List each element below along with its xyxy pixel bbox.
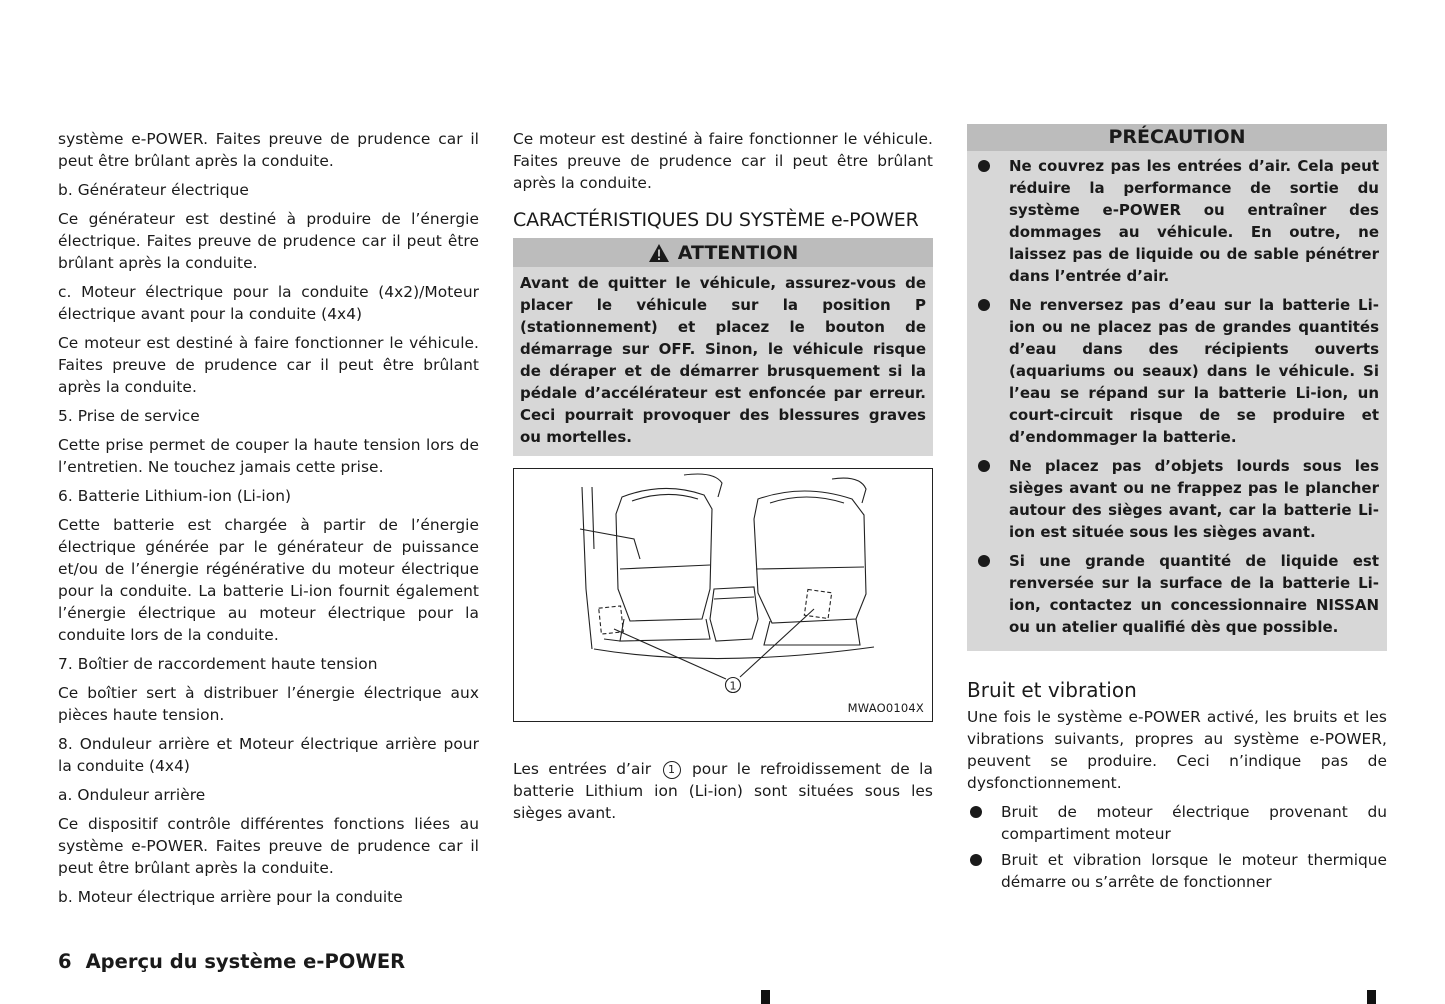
crop-mark <box>761 990 770 1004</box>
seat-illustration <box>514 469 931 718</box>
paragraph: Ce dispositif contrôle différentes fonctions liées au système e-POWER. Faites preuve de prudence car il peut être brûlant après la conduite. <box>58 815 479 877</box>
attention-header <box>513 238 933 267</box>
attention-box <box>513 238 933 456</box>
paragraph: système e-POWER. Faites preuve de prudence car il peut être brûlant après la conduite. <box>58 130 479 170</box>
attention-text: Avant de quitter le véhicule, assurez-vous de placer le véhicule sur la position P (stationnement) et placez le bouton de démarrage sur OFF. Sinon, le véhicule risque de déraper et de démarrer brusquement si la pédale d’accélérateur est enfoncée par erreur. Ceci pourrait provoquer des blessures graves ou mortelles. <box>520 274 926 446</box>
precaution-item: Ne renversez pas d’eau sur la batterie Li-ion ou ne placez pas de grandes quantités d’eau dans des récipients ouverts (aquariums ou seaux) dans le véhicule. Si l’eau se répand sur la batterie Li-ion, un court-circuit risque de se produire et d’endommager la batterie. <box>975 294 1379 448</box>
subheading-service-plug: 5. Prise de service <box>58 407 200 425</box>
section-heading: Bruit et vibration <box>967 678 1137 702</box>
precaution-box <box>967 124 1387 651</box>
paragraph: Cette batterie est chargée à partir de l’énergie électrique générée par le générateur de puissance et/ou de l’énergie régénérative du moteur électrique pour la conduite. La batterie Li-ion fournit également l’énergie électrique au moteur électrique pour la conduite lors de la conduite. <box>58 516 479 644</box>
left-column <box>58 128 479 915</box>
page-footer <box>58 950 405 973</box>
crop-mark <box>1367 990 1376 1004</box>
figure-callout-number: 1 <box>729 679 737 693</box>
caption-text: pour le refroidissement de la batterie Lithium ion (Li-ion) sont situées sous les sièges avant. <box>513 760 933 822</box>
section-heading: CARACTÉRISTIQUES DU SYSTÈME e-POWER <box>513 209 919 231</box>
right-column <box>967 124 1387 897</box>
warning-triangle-icon <box>648 243 670 263</box>
paragraph: Une fois le système e-POWER activé, les bruits et les vibrations suivants, propres au système e-POWER, peuvent se produire. Ceci n’indique pas de dysfonctionnement. <box>967 708 1387 792</box>
paragraph: Cette prise permet de couper la haute tension lors de l’entretien. Ne touchez jamais cette prise. <box>58 436 479 476</box>
subheading-junction-box: 7. Boîtier de raccordement haute tension <box>58 655 378 673</box>
precaution-item: Ne couvrez pas les entrées d’air. Cela peut réduire la performance de sortie du système e-POWER ou entraîner des dommages au véhicule. En outre, ne laissez pas de liquide ou de sable pénétrer dans l’entrée d’air. <box>975 155 1379 287</box>
noise-list <box>967 801 1387 893</box>
figure-caption <box>513 758 933 824</box>
precaution-item: Si une grande quantité de liquide est renversée sur la surface de la batterie Li-ion, contactez un concessionnaire NISSAN ou un atelier qualifié dès que possible. <box>975 550 1379 638</box>
noise-item: Bruit de moteur électrique provenant du compartiment moteur <box>967 801 1387 845</box>
page-number: 6 <box>58 950 72 973</box>
subheading-rear-inverter: 8. Onduleur arrière et Moteur électrique arrière pour la conduite (4x4) <box>58 735 479 775</box>
section-title: Aperçu du système e-POWER <box>85 950 406 973</box>
subheading-inverter: a. Onduleur arrière <box>58 786 206 804</box>
paragraph: Ce moteur est destiné à faire fonctionner le véhicule. Faites preuve de prudence car il peut être brûlant après la conduite. <box>58 334 479 396</box>
subheading-rear-motor: b. Moteur électrique arrière pour la conduite <box>58 888 403 906</box>
paragraph: Ce boîtier sert à distribuer l’énergie électrique aux pièces haute tension. <box>58 684 479 724</box>
subheading-generator: b. Générateur électrique <box>58 181 249 199</box>
subheading-motor: c. Moteur électrique pour la conduite (4x2)/Moteur électrique avant pour la conduite (4x4) <box>58 283 479 323</box>
figure-code: MWAO0104X <box>847 701 924 715</box>
precaution-list <box>967 151 1387 647</box>
paragraph: Ce moteur est destiné à faire fonctionner le véhicule. Faites preuve de prudence car il peut être brûlant après la conduite. <box>513 130 933 192</box>
noise-item: Bruit et vibration lorsque le moteur thermique démarre ou s’arrête de fonctionner <box>967 849 1387 893</box>
paragraph: Ce générateur est destiné à produire de l’énergie électrique. Faites preuve de prudence car il peut être brûlant après la conduite. <box>58 210 479 272</box>
caption-callout-number: 1 <box>663 761 681 779</box>
precaution-title: PRÉCAUTION <box>967 124 1387 151</box>
precaution-item: Ne placez pas d’objets lourds sous les sièges avant ou ne frappez pas le plancher autour des sièges avant, car la batterie Li-ion est située sous les sièges avant. <box>975 455 1379 543</box>
attention-title: ATTENTION <box>677 241 799 264</box>
subheading-battery: 6. Batterie Lithium-ion (Li-ion) <box>58 487 292 505</box>
caption-text: Les entrées d’air <box>513 760 652 778</box>
middle-column <box>513 128 933 831</box>
seat-air-intake-figure <box>513 468 933 722</box>
